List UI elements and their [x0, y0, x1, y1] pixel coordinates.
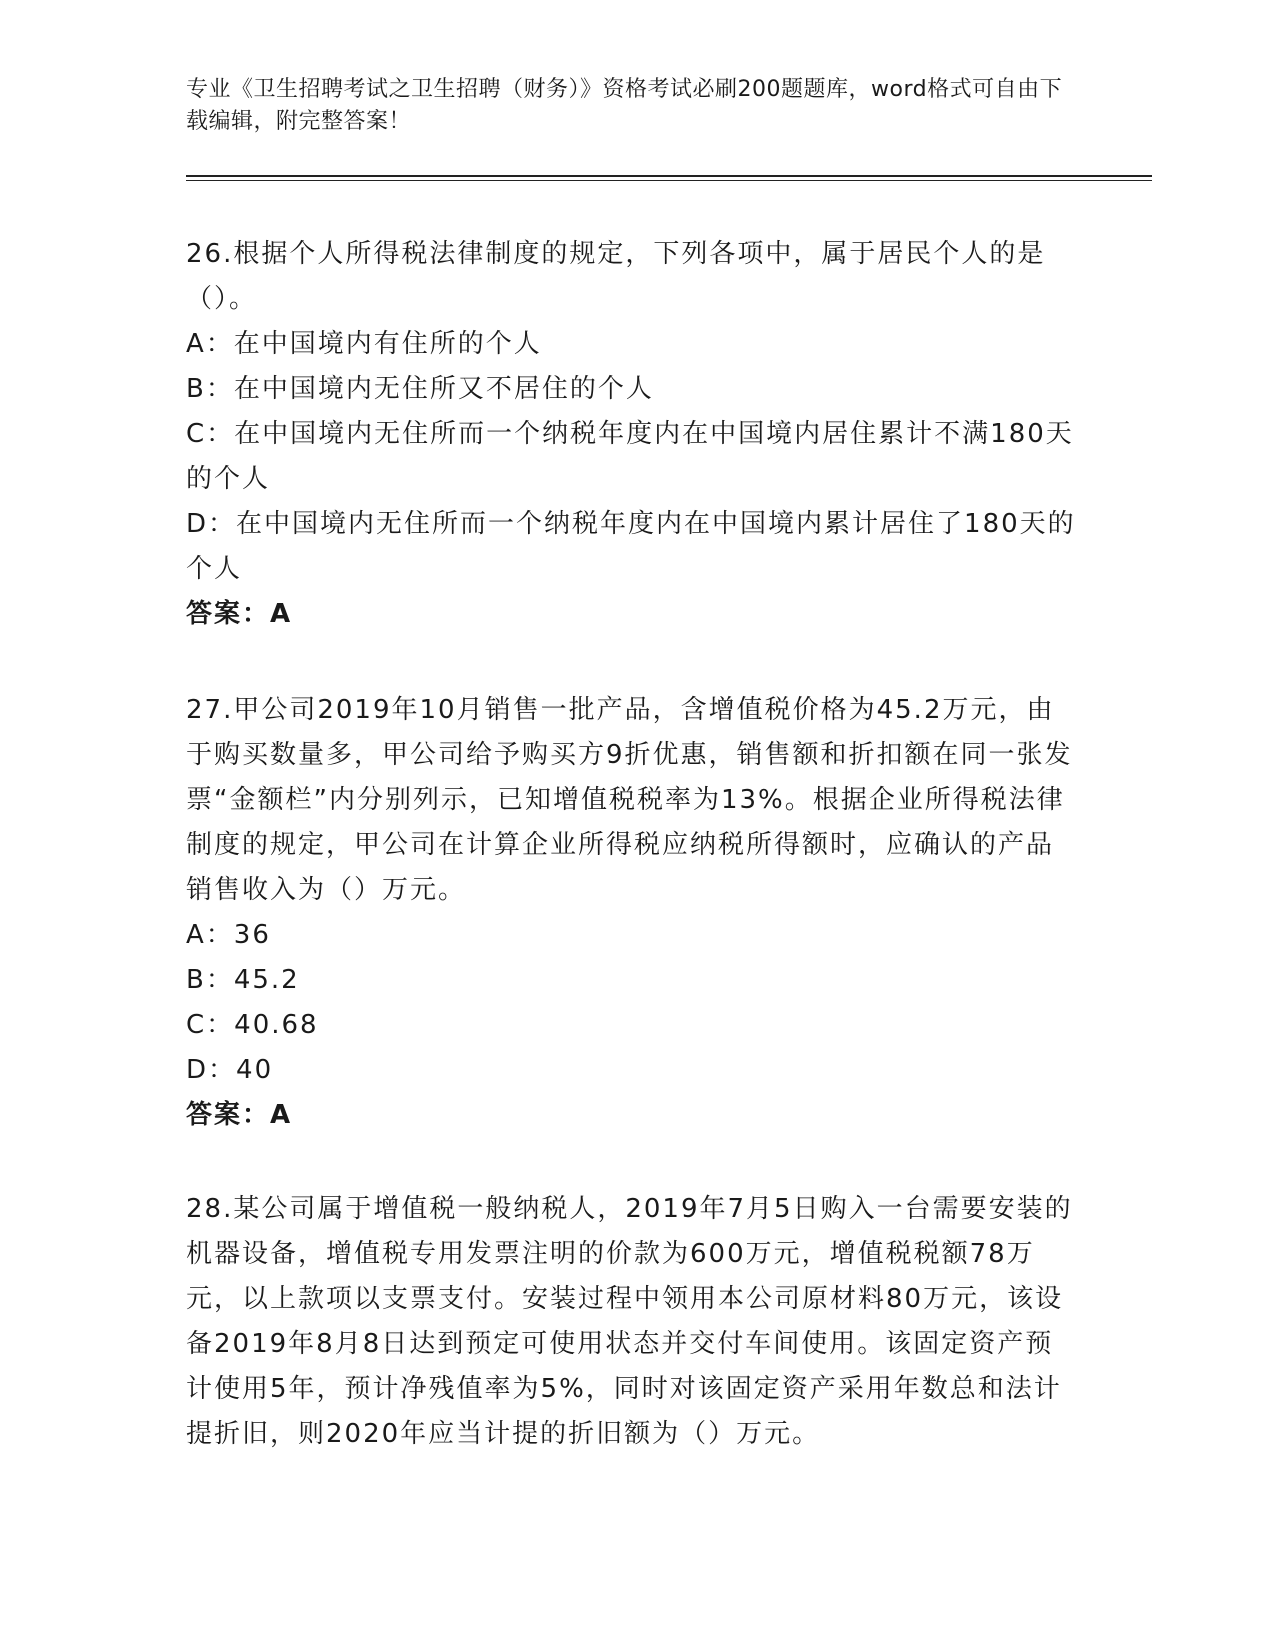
answer: 答案：A: [186, 599, 293, 629]
document-header: 专业《卫生招聘考试之卫生招聘（财务）》资格考试必刷200题题库，word格式可自由下载编辑，附完整答案！: [186, 77, 1063, 134]
question-26: [186, 232, 1076, 637]
answer: 答案：A: [186, 1100, 293, 1130]
question-27: [186, 688, 1076, 1138]
option-c: C：40.68: [186, 1010, 319, 1040]
header-divider: [186, 175, 1152, 177]
option-d: D：40: [186, 1055, 274, 1085]
header-divider-thin: [186, 180, 1152, 181]
option-b: B：在中国境内无住所又不居住的个人: [186, 374, 654, 404]
question-stem: 27.甲公司2019年10月销售一批产品，含增值税价格为45.2万元，由于购买数量多，甲公司给予购买方9折优惠，销售额和折扣额在同一张发票“金额栏”内分别列示，已知增值税税率为13%。根据企业所得税法律制度的规定，甲公司在计算企业所得税应纳税所得额时，应确认的产品销售收入为（）万元。: [186, 695, 1073, 905]
option-b: B：45.2: [186, 965, 300, 995]
option-a: A：在中国境内有住所的个人: [186, 329, 542, 359]
question-stem: 28.某公司属于增值税一般纳税人，2019年7月5日购入一台需要安装的机器设备，增值税专用发票注明的价款为600万元，增值税税额78万元，以上款项以支票支付。安装过程中领用本公司原材料80万元，该设备2019年8月8日达到预定可使用状态并交付车间使用。该固定资产预计使用5年，预计净残值率为5%，同时对该固定资产采用年数总和法计提折旧，则2020年应当计提的折旧额为（）万元。: [186, 1194, 1073, 1449]
option-d: D：在中国境内无住所而一个纳税年度内在中国境内累计居住了180天的个人: [186, 509, 1076, 584]
option-a: A：36: [186, 920, 271, 950]
question-stem: 26.根据个人所得税法律制度的规定，下列各项中，属于居民个人的是（）。: [186, 239, 1046, 314]
question-28: [186, 1187, 1076, 1457]
option-c: C：在中国境内无住所而一个纳税年度内在中国境内居住累计不满180天的个人: [186, 419, 1074, 494]
